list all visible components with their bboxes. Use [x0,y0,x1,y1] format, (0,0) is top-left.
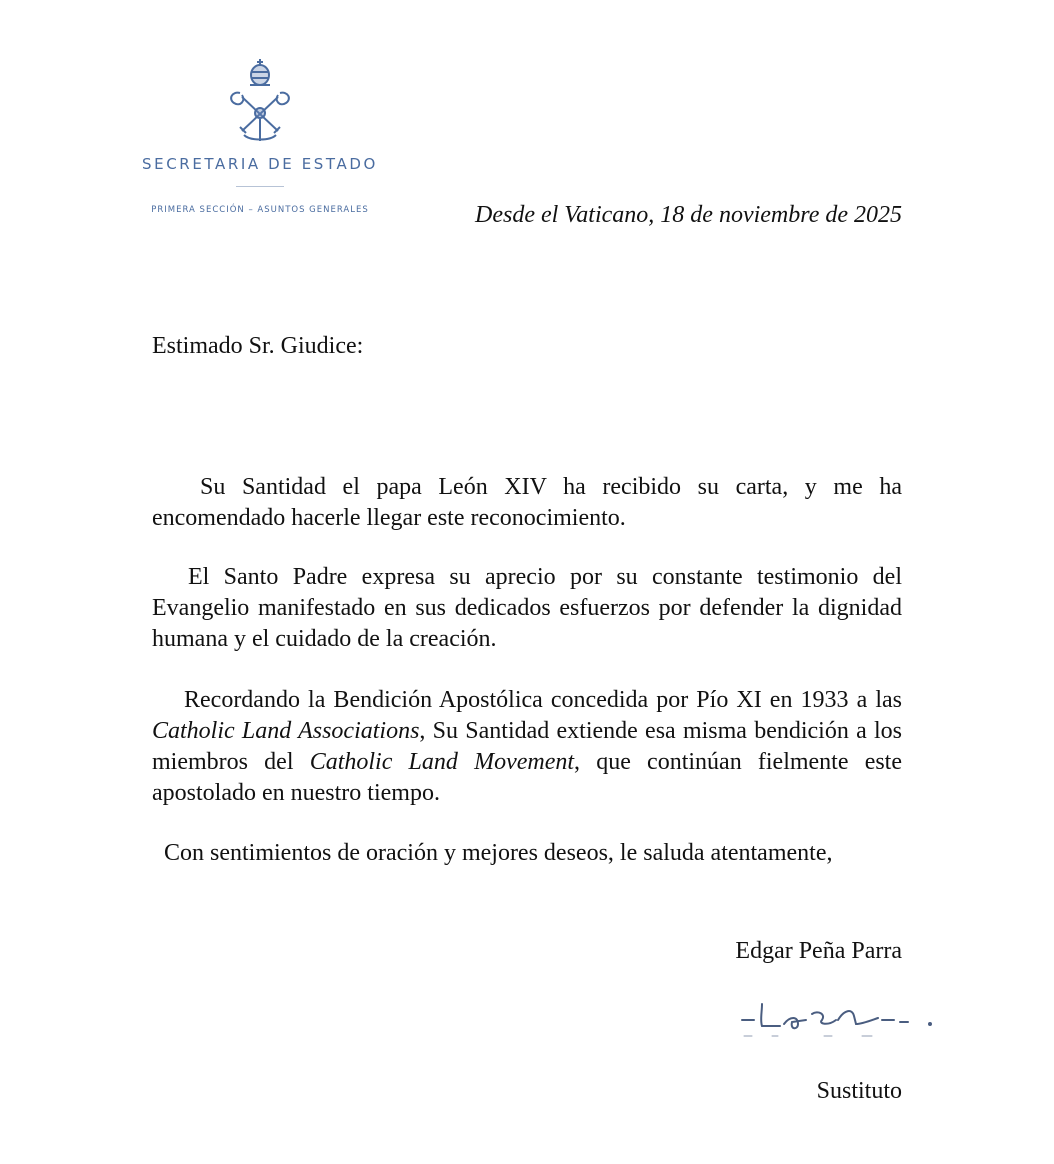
letterhead-title: SECRETARIA DE ESTADO [142,155,378,173]
paragraph-2: El Santo Padre expresa su aprecio por su constante testimonio del Evangelio manifestado en sus dedicados esfuerzos por defender la dignidad humana y el cuidado de la creación. [152,564,902,652]
closing-line: Con sentimientos de oración y mejores deseos, le saluda atentamente, [164,840,833,866]
date-line: Desde el Vaticano, 18 de noviembre de 2025 [475,202,902,228]
paragraph-3-text-1: Recordando la Bendición Apostólica concedida por Pío XI en 1933 a las [184,687,902,713]
handwritten-signature [732,990,972,1050]
paragraph-1: Su Santidad el papa León XIV ha recibido su carta, y me ha encomendado hacerle llegar este reconocimiento. [152,474,902,531]
signer-name: Edgar Peña Parra [735,938,902,964]
paragraph-3-text-2: , Su Santidad extiende esa misma bendición a los miembros del [152,718,902,775]
letterhead-divider [236,186,284,187]
letterhead-subtitle: PRIMERA SECCIÓN – ASUNTOS GENERALES [151,205,369,215]
salutation: Estimado Sr. Giudice: [152,333,364,359]
paragraph-3-text-3: , que continúan fielmente este apostolado en nuestro tiempo. [152,749,902,806]
signer-role: Sustituto [816,1078,902,1104]
catholic-land-associations: Catholic Land Associations [152,718,420,744]
paragraph-3 [152,685,902,809]
catholic-land-movement: Catholic Land Movement [309,749,575,775]
papal-coat-of-arms-icon [220,55,300,145]
